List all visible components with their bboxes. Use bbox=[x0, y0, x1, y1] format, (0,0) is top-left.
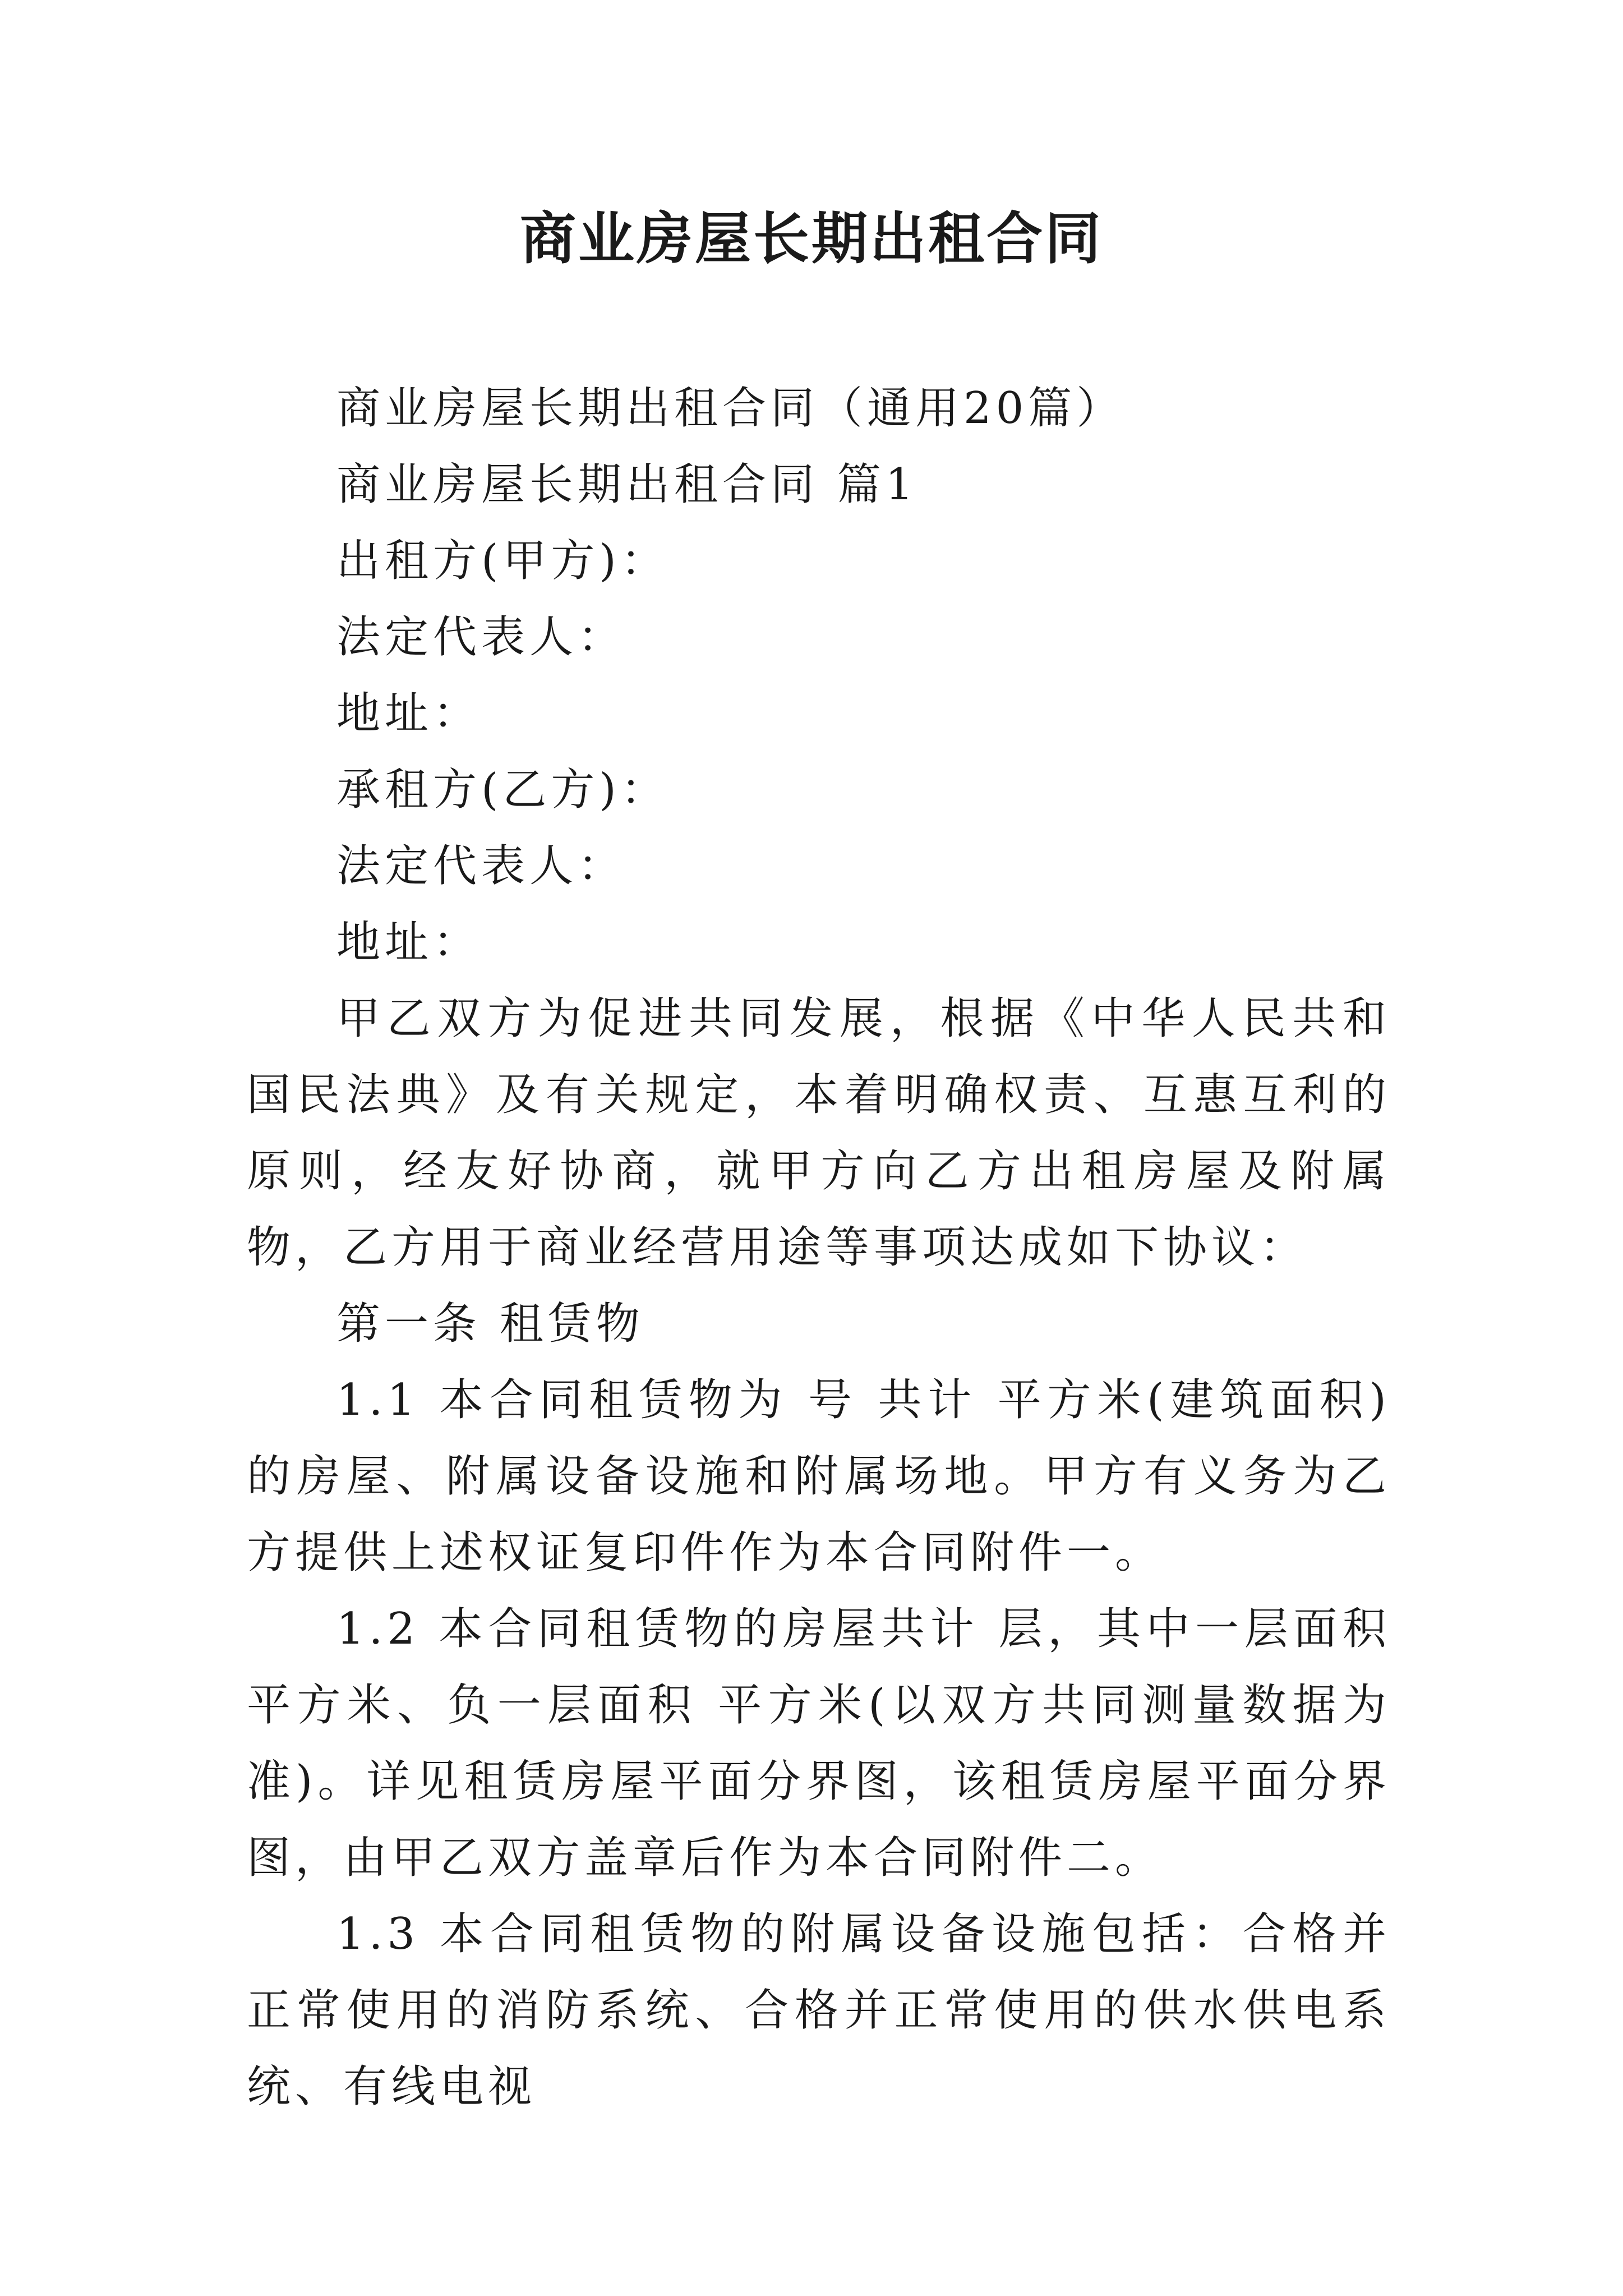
lessee-address-label: 地址： bbox=[336, 917, 482, 968]
clause-1-1: 1.1 本合同租赁物为 号 共计 平方米(建筑面积)的房屋、附属设备设施和附属场地。甲方有义务为乙方提供上述权证复印件作为本合同附件一。 bbox=[247, 1375, 1391, 1578]
lessor-label: 出租方(甲方)： bbox=[336, 536, 669, 586]
intro-paragraph: 甲乙双方为促进共同发展，根据《中华人民共和国民法典》及有关规定，本着明确权责、互惠互利的原则，经友好协商，就甲方向乙方出租房屋及附属物，乙方用于商业经营用途等事项达成如下协议： bbox=[247, 993, 1391, 1273]
clause-1-3: 1.3 本合同租赁物的附属设备设施包括：合格并正常使用的消防系统、合格并正常使用的供水供电系统、有线电视 bbox=[247, 1909, 1391, 2112]
lessee-rep-label: 法定代表人： bbox=[336, 841, 626, 891]
lessor-address-label: 地址： bbox=[336, 688, 482, 739]
lessee-label: 承租方(乙方)： bbox=[336, 765, 669, 815]
document-body bbox=[247, 370, 1391, 2125]
lessor-rep-label: 法定代表人： bbox=[336, 612, 626, 662]
document-subtitle: 商业房屋长期出租合同（通用20篇） bbox=[336, 383, 1125, 434]
clause-1-2: 1.2 本合同租赁物的房屋共计 层，其中一层面积 平方米、负一层面积 平方米(以双方共同测量数据为准)。详见租赁房屋平面分界图，该租赁房屋平面分界图，由甲乙双方盖章后作为本合同附件二。 bbox=[247, 1604, 1391, 1883]
section-heading: 商业房屋长期出租合同 篇1 bbox=[336, 459, 918, 510]
article-1-heading: 第一条 租赁物 bbox=[336, 1299, 644, 1349]
document-title: 商业房屋长期出租合同 bbox=[520, 205, 1103, 272]
